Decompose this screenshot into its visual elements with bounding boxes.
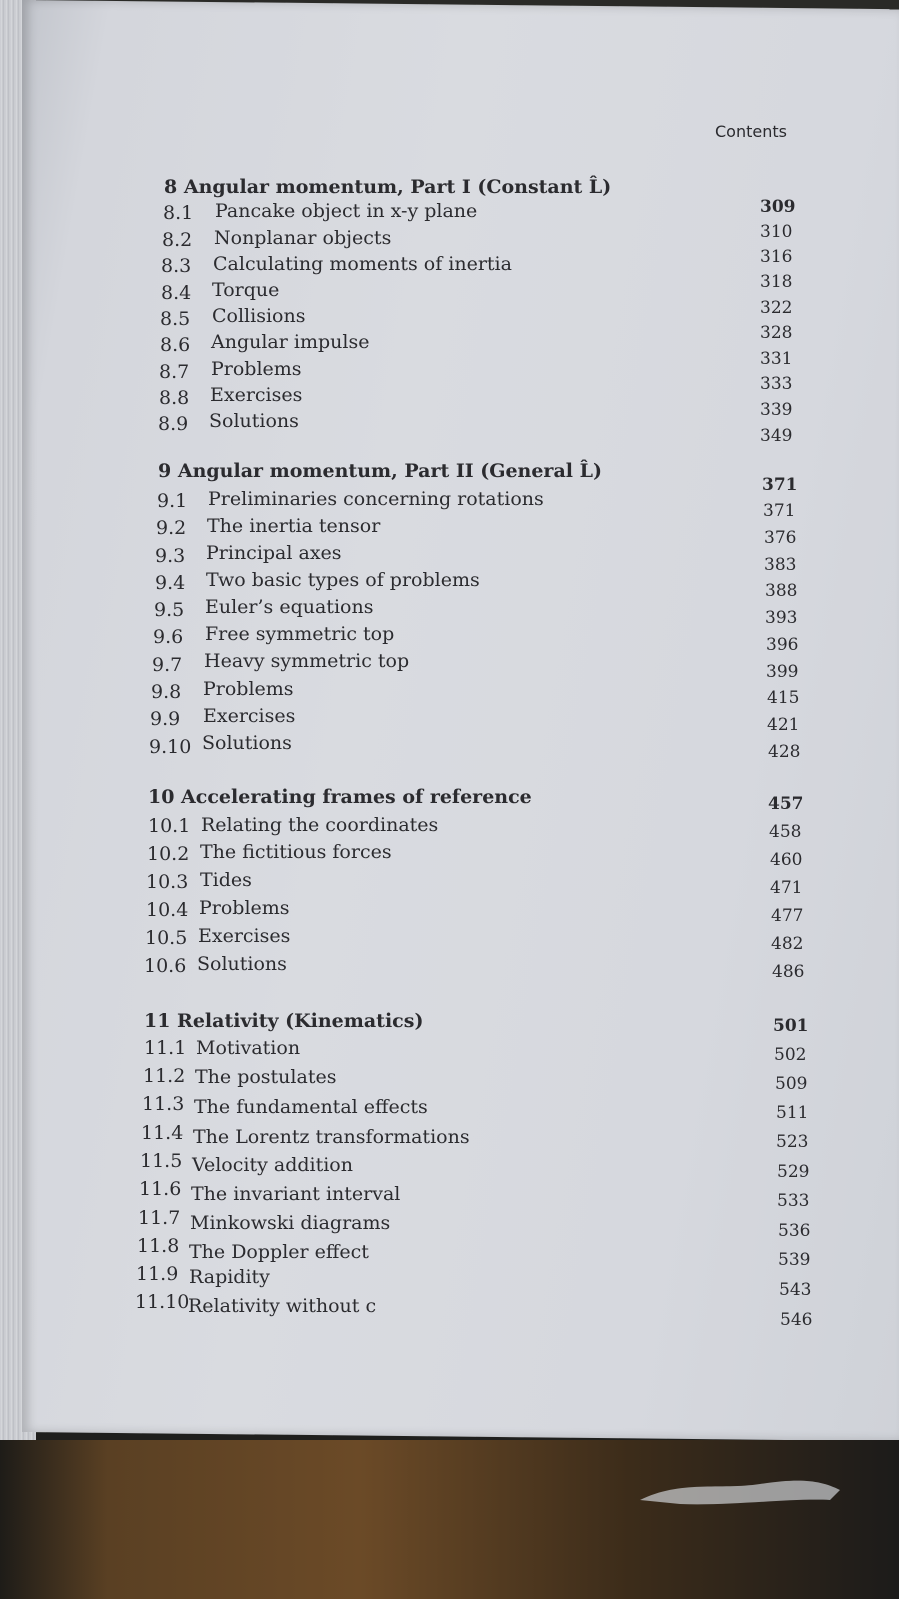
section-number: 9.5	[154, 599, 185, 621]
section-page: 460	[770, 850, 803, 870]
section-page: 533	[777, 1191, 810, 1211]
section-number: 11.5	[140, 1150, 183, 1172]
section-number: 9.3	[155, 545, 186, 567]
section-title: Solutions	[197, 953, 287, 975]
section-number: 9.8	[151, 681, 182, 703]
section-title: Nonplanar objects	[214, 227, 392, 249]
section-page: 477	[771, 906, 804, 926]
section-page: 371	[763, 501, 796, 521]
glare-shape	[640, 1470, 840, 1510]
section-page: 546	[780, 1310, 813, 1330]
chapter-heading: 8 Angular momentum, Part I (Constant L̂)	[164, 176, 612, 198]
chapter-page: 457	[768, 794, 804, 814]
section-page: 376	[764, 528, 797, 548]
section-title: Preliminaries concerning rotations	[208, 488, 544, 510]
section-number: 10.4	[146, 899, 189, 921]
chapter-page: 501	[773, 1016, 809, 1036]
section-number: 9.2	[156, 517, 187, 539]
section-page: 509	[775, 1074, 808, 1094]
section-title: Minkowski diagrams	[190, 1212, 391, 1234]
section-number: 8.3	[161, 255, 192, 277]
section-page: 482	[771, 934, 804, 954]
section-page: 421	[767, 715, 800, 735]
section-number: 10.1	[148, 815, 191, 837]
section-page: 536	[778, 1221, 811, 1241]
section-number: 11.3	[142, 1093, 185, 1115]
section-number: 8.8	[159, 387, 190, 409]
section-title: The invariant interval	[191, 1183, 401, 1205]
section-title: Angular impulse	[211, 331, 370, 353]
section-number: 8.7	[159, 361, 190, 383]
section-title: Exercises	[203, 705, 296, 727]
section-title: Solutions	[209, 410, 299, 432]
section-number: 8.4	[161, 282, 192, 304]
section-number: 8.1	[163, 202, 194, 224]
section-page: 322	[760, 298, 793, 318]
section-title: Problems	[203, 678, 294, 700]
section-number: 11.10	[135, 1291, 190, 1313]
section-title: The Lorentz transformations	[193, 1126, 470, 1148]
section-title: Solutions	[202, 732, 292, 754]
section-number: 10.6	[144, 955, 187, 977]
section-page: 331	[760, 349, 793, 369]
section-number: 10.3	[146, 871, 189, 893]
section-page: 310	[760, 222, 793, 242]
section-number: 8.2	[162, 229, 193, 251]
section-page: 539	[778, 1250, 811, 1270]
section-title: Problems	[211, 358, 302, 380]
section-title: Relativity without c	[188, 1295, 377, 1317]
section-number: 8.5	[160, 308, 191, 330]
section-title: Exercises	[198, 925, 291, 947]
section-number: 9.1	[157, 490, 188, 512]
section-page: 529	[777, 1162, 810, 1182]
section-number: 9.9	[150, 708, 181, 730]
section-title: The postulates	[195, 1066, 337, 1088]
section-title: The fictitious forces	[200, 841, 392, 863]
chapter-heading: 9 Angular momentum, Part II (General L̂)	[158, 460, 602, 482]
section-page: 502	[774, 1045, 807, 1065]
section-page: 316	[760, 247, 793, 267]
section-number: 10.2	[147, 843, 190, 865]
section-page: 415	[767, 688, 800, 708]
section-title: The Doppler effect	[189, 1241, 369, 1263]
section-number: 11.8	[137, 1235, 180, 1257]
chapter-page: 371	[762, 475, 798, 495]
section-number: 8.9	[158, 413, 189, 435]
section-title: Torque	[212, 279, 280, 301]
chapter-heading: 11 Relativity (Kinematics)	[144, 1010, 424, 1032]
section-number: 11.2	[143, 1065, 186, 1087]
section-number: 11.4	[141, 1122, 184, 1144]
section-number: 11.7	[138, 1207, 181, 1229]
section-title: The fundamental effects	[194, 1096, 428, 1118]
section-title: Relating the coordinates	[201, 814, 439, 836]
section-title: Exercises	[210, 384, 303, 406]
section-page: 511	[776, 1103, 809, 1123]
section-page: 339	[760, 400, 793, 420]
chapter-page: 309	[760, 197, 796, 217]
section-title: Principal axes	[206, 542, 342, 564]
section-title: Calculating moments of inertia	[213, 253, 512, 275]
section-page: 399	[766, 662, 799, 682]
desk-surface	[0, 1440, 899, 1599]
section-title: Pancake object in x-y plane	[215, 200, 478, 222]
section-title: Collisions	[212, 305, 306, 327]
section-title: Heavy symmetric top	[204, 650, 410, 672]
section-title: Tides	[200, 869, 252, 891]
section-page: 428	[768, 742, 801, 762]
section-title: Two basic types of problems	[206, 569, 480, 591]
section-number: 9.4	[155, 572, 186, 594]
section-title: Problems	[199, 897, 290, 919]
chapter-heading: 10 Accelerating frames of reference	[148, 786, 532, 808]
section-title: The inertia tensor	[207, 515, 381, 537]
section-page: 471	[770, 878, 803, 898]
section-number: 8.6	[160, 334, 191, 356]
section-number: 9.7	[152, 654, 183, 676]
section-page: 393	[765, 608, 798, 628]
section-page: 328	[760, 323, 793, 343]
section-number: 9.10	[149, 736, 192, 758]
section-number: 10.5	[145, 927, 188, 949]
section-title: Motivation	[196, 1037, 301, 1059]
section-title: Velocity addition	[192, 1154, 353, 1176]
section-page: 543	[779, 1280, 812, 1300]
section-page: 333	[760, 374, 793, 394]
section-page: 523	[776, 1132, 809, 1152]
section-number: 11.9	[136, 1263, 179, 1285]
running-head: Contents	[715, 122, 787, 141]
section-page: 349	[760, 426, 793, 446]
section-number: 11.6	[139, 1178, 182, 1200]
section-title: Euler’s equations	[205, 596, 374, 618]
section-page: 486	[772, 962, 805, 982]
section-page: 383	[764, 555, 797, 575]
section-number: 9.6	[153, 626, 184, 648]
section-title: Rapidity	[189, 1266, 270, 1288]
section-title: Free symmetric top	[205, 623, 395, 645]
section-page: 396	[766, 635, 799, 655]
section-page: 458	[769, 822, 802, 842]
section-number: 11.1	[144, 1037, 187, 1059]
section-page: 388	[765, 581, 798, 601]
section-page: 318	[760, 272, 793, 292]
